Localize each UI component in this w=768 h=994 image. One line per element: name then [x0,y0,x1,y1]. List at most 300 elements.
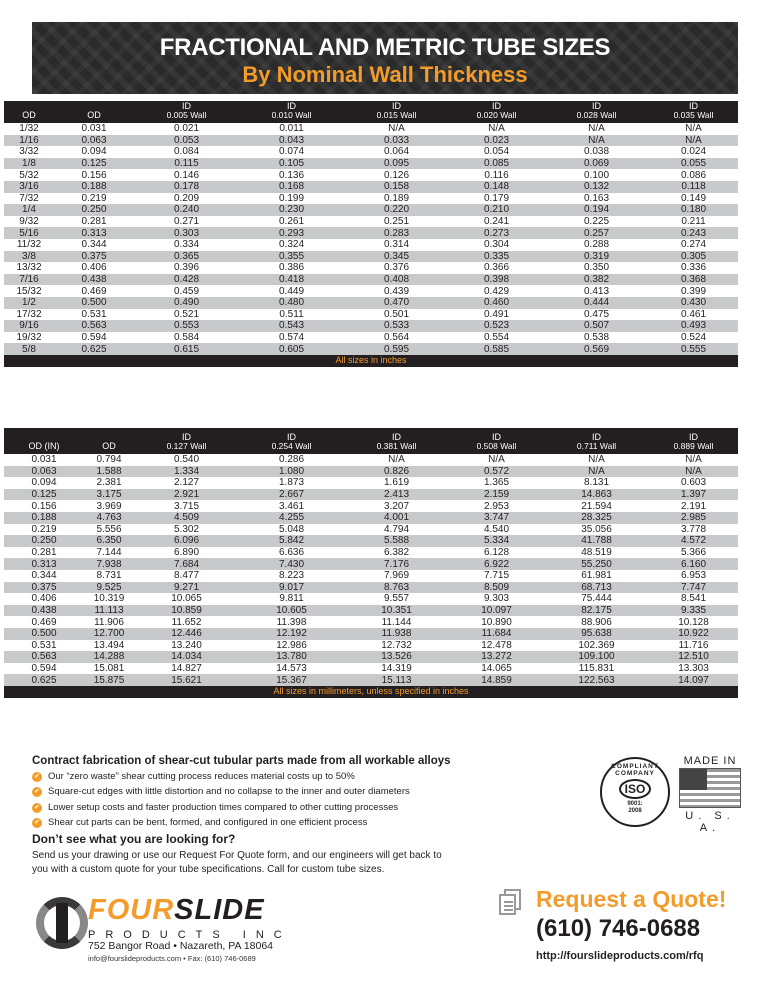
header-od-fraction: OD [4,101,54,123]
table-cell: 0.156 [31,500,57,512]
table-cell: 9.525 [84,582,134,594]
table-cell: 0.794 [96,454,122,466]
table-row [4,547,738,559]
table-cell: N/A [544,466,649,478]
table-cell: 0.382 [544,274,649,286]
table-row [4,582,738,594]
table-row [4,309,738,321]
table-cell: 3.969 [96,500,122,512]
table-cell: 0.459 [173,285,200,297]
table-cell: 0.398 [449,274,544,286]
table-cell: 8.731 [96,570,122,582]
table-cell: 0.543 [239,320,344,332]
table-cell: 0.386 [278,262,305,274]
document-icon [499,889,521,915]
table-cell: 6.096 [134,535,239,547]
phone-number[interactable]: (610) 746-0688 [536,915,701,942]
table-cell: 0.115 [134,158,239,170]
table-cell: 0.615 [134,343,239,355]
table-cell: 0.210 [449,204,544,216]
cta-body: Send us your drawing or use our Request For Quote form, and our engineers will get back to you with a custom quote for your tube specifications. Call for custom tube sizes. [32,850,442,875]
table-cell: N/A [488,454,505,466]
table-cell: 0.085 [449,158,544,170]
table-cell: 1.588 [84,466,134,478]
table-cell: 0.564 [383,331,410,343]
table-cell: 0.826 [344,466,449,478]
table-row [4,193,738,205]
table-row [4,297,738,309]
table-cell: 0.219 [81,192,107,204]
table-cell: 0.406 [81,262,107,274]
table-cell: 4.540 [483,523,510,535]
table-cell: 1.619 [383,477,410,489]
table-cell: 0.303 [134,227,239,239]
table-cell: 0.125 [54,158,134,170]
table-cell: 82.175 [544,605,649,617]
list-item: ✔ Our “zero waste” shear cutting process reduces material costs up to 50% [32,769,410,784]
table-cell: 0.023 [449,135,544,147]
table-cell: 0.209 [173,192,200,204]
table-cell: 21.594 [581,500,612,512]
table-cell: 15.081 [93,662,125,674]
table-cell: 8.763 [344,582,449,594]
table-cell: 0.540 [173,454,200,466]
table-cell: 0.584 [173,331,200,343]
table-cell: 75.444 [581,593,612,605]
rfq-url-link[interactable]: http://fourslideproducts.com/rfq [536,950,704,962]
us-flag-icon [679,768,741,808]
company-brand: FOURSLIDE [88,894,265,926]
table-cell: 0.396 [173,262,200,274]
table-footnote: All sizes in inches [4,355,738,367]
table-cell: 5/32 [19,169,39,181]
table-cell: 6.890 [173,547,200,559]
table-cell: 0.531 [31,639,57,651]
table-cell: 0.116 [484,169,509,181]
table-cell: 0.475 [583,308,610,320]
table-cell: 4.763 [84,512,134,524]
table-cell: 0.334 [173,239,200,251]
table-cell: 0.538 [583,331,610,343]
table-cell: 5.334 [449,535,544,547]
table-cell: 9/32 [19,216,39,228]
features-list [32,769,410,831]
table-cell: 0.084 [173,146,200,158]
table-cell: 0.043 [239,135,344,147]
table-cell: 11.113 [84,605,134,617]
table-cell: 2.667 [239,489,344,501]
table-cell: 0.257 [544,227,649,239]
table-cell: 1.365 [483,477,510,489]
table-cell: 0.460 [449,297,544,309]
check-icon: ✔ [32,803,42,813]
table-cell: 0.470 [344,297,449,309]
table-row [4,628,738,640]
table-cell: 14.863 [544,489,649,501]
table-cell: 0.375 [4,582,84,594]
table-cell: 2.953 [483,500,510,512]
table-cell: 11.938 [344,628,449,640]
request-quote-link[interactable]: Request a Quote! [536,886,727,912]
table-cell: 0.273 [449,227,544,239]
table-cell: 0.274 [680,239,707,251]
table-cell: 12.700 [84,628,134,640]
table-cell: 0.063 [54,135,134,147]
table-cell: 0.585 [449,343,544,355]
table-cell: 0.230 [239,204,344,216]
table-cell: 1/32 [19,123,39,135]
table-row [4,466,738,478]
table-row [4,489,738,501]
table-cell: 0.572 [449,466,544,478]
table-cell: 0.490 [134,297,239,309]
table-row [4,524,738,536]
table-cell: N/A [388,123,405,135]
table-cell: 0.595 [344,343,449,355]
table-cell: 0.376 [383,262,410,274]
table-cell: 0.406 [31,593,57,605]
header-wall: ID 0.254 Wall [239,428,344,454]
table-cell: 0.418 [239,274,344,286]
table-cell: 0.511 [279,308,304,320]
table-row [4,204,738,216]
table-cell: 4.001 [344,512,449,524]
table-cell: 10.605 [239,605,344,617]
table-row [4,332,738,344]
table-cell: 0.095 [344,158,449,170]
table-row [4,169,738,181]
table-cell: 0.189 [383,192,410,204]
table-cell: 2.985 [649,512,738,524]
table-cell: 7.938 [84,558,134,570]
table-cell: 3/16 [4,181,54,193]
table-row [4,500,738,512]
table-row [4,274,738,286]
table-cell: 0.500 [54,297,134,309]
table-row [4,605,738,617]
table-cell: 7/16 [4,274,54,286]
table-cell: 9.335 [649,605,738,617]
table-cell: 12.732 [381,639,412,651]
table-cell: 48.519 [581,547,612,559]
table-cell: 61.981 [581,570,612,582]
table-cell: 0.574 [278,331,305,343]
table-cell: 0.094 [31,477,57,489]
table-cell: 0.524 [680,331,707,343]
header-wall: ID 0.508 Wall [449,428,544,454]
table-cell: 102.369 [578,639,615,651]
table-cell: 0.305 [649,251,738,263]
table-cell: 7.747 [649,582,738,594]
table-cell: 0.149 [680,192,707,204]
table-cell: 9.017 [239,582,344,594]
table-cell: 0.569 [544,343,649,355]
table-cell: 0.188 [4,512,84,524]
table-cell: 0.408 [344,274,449,286]
table-cell: 3.778 [680,523,707,535]
table-cell: 0.336 [680,262,707,274]
header-wall: ID 0.889 Wall [649,428,738,454]
table-cell: 7.430 [239,558,344,570]
table-row [4,285,738,297]
table-cell: 3.175 [84,489,134,501]
table-cell: 1/4 [4,204,54,216]
table-row [4,320,738,332]
table-cell: 115.831 [578,662,615,674]
company-address: 752 Bangor Road • Nazareth, PA 18064 [88,940,274,952]
table-cell: 0.283 [344,227,449,239]
table-cell: 11.684 [449,628,544,640]
table-cell: 0.523 [449,320,544,332]
table-cell: 7.684 [134,558,239,570]
table-cell: 0.493 [649,320,738,332]
cta-heading: Don’t see what you are looking for? [32,832,236,846]
table-cell: N/A [488,123,505,135]
table-cell: 10.890 [481,616,512,628]
table-cell: 0.220 [344,204,449,216]
table-cell: 0.053 [134,135,239,147]
table-cell: 11.398 [276,616,307,628]
table-cell: 12.510 [649,651,738,663]
table-cell: N/A [649,466,738,478]
table-cell: 0.399 [680,285,707,297]
table-cell: 0.086 [680,169,707,181]
header-wall: ID 0.381 Wall [344,428,449,454]
table-cell: 13/32 [16,262,42,274]
table-cell: 0.461 [680,308,707,320]
table-cell: 0.146 [173,169,200,181]
table-cell: 0.179 [483,192,510,204]
table-row [4,262,738,274]
table-cell: 1.873 [278,477,305,489]
table-cell: 7/32 [19,192,39,204]
table-row [4,216,738,228]
header-wall: ID 0.010 Wall [239,101,344,123]
table-cell: 0.136 [278,169,305,181]
table-cell: 6.160 [649,558,738,570]
table-cell: 0.313 [54,227,134,239]
table-cell: 0.055 [649,158,738,170]
table-cell: 0.594 [81,331,107,343]
table-cell: 5.556 [96,523,122,535]
check-icon: ✔ [32,818,42,828]
header-wall: ID 0.711 Wall [544,428,649,454]
table-cell: 10.859 [134,605,239,617]
table-cell: 6.922 [449,558,544,570]
header-od-mm: OD [84,428,134,454]
table-cell: 0.304 [483,239,510,251]
table-cell: 4.255 [239,512,344,524]
table-row [4,477,738,489]
table-cell: 3.207 [383,500,410,512]
table-cell: 0.240 [134,204,239,216]
header-wall: ID 0.005 Wall [134,101,239,123]
table-cell: 0.250 [4,535,84,547]
table-cell: 12.478 [481,639,512,651]
table-cell: N/A [388,454,405,466]
table-cell: 1.334 [134,466,239,478]
table-cell: 0.261 [278,216,305,228]
table-cell: 0.243 [649,227,738,239]
table-cell: 11.716 [678,639,709,651]
table-cell: 0.469 [31,616,57,628]
table-cell: 0.105 [239,158,344,170]
table-cell: 11.652 [171,616,202,628]
table-row [4,146,738,158]
header-wall: ID 0.035 Wall [649,101,738,123]
table-cell: 0.125 [4,489,84,501]
table-cell: 6.382 [383,547,410,559]
header-od: OD [54,101,134,123]
table-cell: 0.491 [483,308,510,320]
table-cell: 0.375 [54,251,134,263]
table-cell: 0.555 [649,343,738,355]
table-cell: 0.178 [134,181,239,193]
table-row [4,181,738,193]
table-cell: 14.097 [649,674,738,686]
table-cell: 10.065 [171,593,202,605]
table-cell: 0.031 [31,454,57,466]
table-cell: 9.811 [279,593,304,605]
table-cell: 0.219 [31,523,57,535]
table-cell: 0.428 [134,274,239,286]
table-cell: 0.507 [544,320,649,332]
table-cell: N/A [588,123,605,135]
table-row [4,227,738,239]
table-row [4,651,738,663]
table-cell: 0.344 [31,570,57,582]
table-cell: 0.188 [54,181,134,193]
table-cell: 0.345 [344,251,449,263]
company-logo-icon [32,893,92,953]
table-cell: 0.038 [583,146,610,158]
table-cell: 0.163 [583,192,610,204]
table-cell: 0.368 [649,274,738,286]
table-cell: 0.211 [681,216,706,228]
table-cell: 122.563 [544,674,649,686]
table-cell: 11/32 [16,239,42,251]
table-row [4,158,738,170]
page-title: FRACTIONAL AND METRIC TUBE SIZES [159,34,611,61]
table-row [4,343,738,355]
table-cell: 0.281 [81,216,107,228]
table-cell: 6.953 [680,570,707,582]
table-cell: 0.605 [239,343,344,355]
table-cell: 15.875 [84,674,134,686]
metric-tube-table [4,428,738,698]
table-cell: 0.480 [239,297,344,309]
page-subtitle: By Nominal Wall Thickness [242,62,528,87]
table-cell: 11.906 [94,616,124,628]
table-cell: 4.509 [134,512,239,524]
features-title: Contract fabrication of shear-cut tubular parts made from all workable alloys [32,755,451,767]
table-row [4,593,738,605]
table-cell: 109.100 [544,651,649,663]
table-cell: 0.158 [344,181,449,193]
table-cell: 0.625 [54,343,134,355]
table-cell: 14.065 [481,662,512,674]
table-cell: 0.148 [449,181,544,193]
table-cell: 0.199 [278,192,305,204]
table-cell: 15.113 [344,674,449,686]
header-banner [32,22,738,94]
table-cell: 10.922 [649,628,738,640]
table-cell: 0.271 [173,216,200,228]
table-cell: 0.156 [81,169,107,181]
table-row [4,135,738,147]
table-cell: 0.225 [583,216,610,228]
table-row [4,663,738,675]
header-od-inches: OD (IN) [4,428,84,454]
table-cell: 0.625 [4,674,84,686]
table-cell: 8.477 [173,570,200,582]
table-cell: 1/2 [4,297,54,309]
table-cell: 10.319 [93,593,125,605]
check-icon: ✔ [32,787,42,797]
table-cell: 0.430 [649,297,738,309]
table-cell: 3.715 [173,500,200,512]
table-cell: 0.365 [134,251,239,263]
table-cell: 0.074 [278,146,305,158]
table-cell: 0.251 [383,216,410,228]
table-cell: 3/32 [19,146,39,158]
table-row [4,123,738,135]
table-cell: 9.557 [383,593,410,605]
table-cell: 0.241 [483,216,510,228]
table-cell: 6.128 [483,547,510,559]
table-cell: 28.325 [544,512,649,524]
table-cell: 12.192 [239,628,344,640]
table-row [4,640,738,652]
table-cell: 0.054 [483,146,510,158]
table-cell: 2.127 [173,477,200,489]
table-cell: 14.859 [449,674,544,686]
table-cell: 5.048 [278,523,305,535]
table-cell: 4.794 [383,523,410,535]
table-cell: 0.063 [4,466,84,478]
table-cell: 0.031 [81,123,107,135]
table-cell: 0.594 [31,662,57,674]
table-cell: 7.176 [344,558,449,570]
company-products: PRODUCTS INC [88,929,292,941]
table-cell: 13.494 [93,639,125,651]
table-cell: 14.827 [171,662,202,674]
table-cell: 0.180 [649,204,738,216]
table-cell: 0.100 [583,169,610,181]
table-cell: 0.355 [239,251,344,263]
table-cell: 3/8 [4,251,54,263]
table-cell: 0.064 [383,146,410,158]
table-cell: 9/16 [4,320,54,332]
table-cell: 6.350 [84,535,134,547]
table-cell: 0.324 [278,239,305,251]
table-row [4,512,738,524]
table-cell: 0.563 [54,320,134,332]
table-row [4,674,738,686]
table-cell: 0.366 [483,262,510,274]
table-cell: 5.366 [680,547,707,559]
table-cell: 2.413 [344,489,449,501]
table-cell: 9.271 [134,582,239,594]
table-cell: N/A [685,123,702,135]
table-cell: 12.446 [134,628,239,640]
table-cell: N/A [544,135,649,147]
table-cell: 17/32 [16,308,42,320]
fractional-tube-table [4,101,738,367]
header-wall: ID 0.127 Wall [134,428,239,454]
table-cell: 0.554 [483,331,510,343]
table-cell: 35.056 [581,523,612,535]
